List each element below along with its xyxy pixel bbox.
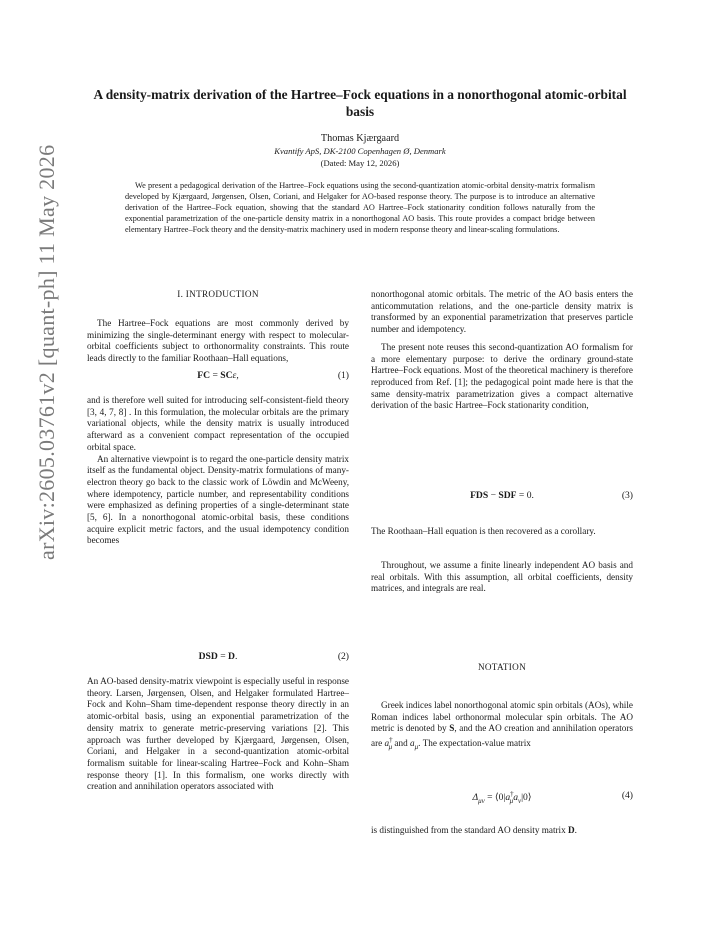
paragraph-text: An AO-based density-matrix viewpoint is especially useful in response theory. Larsen, Jørgensen, Olsen, and Helgaker formulated Hartree–Fock and Kohn–Sham time-dependent response theory directly in an atomic-orbital basis, using an exponential parametrization of the density matrix to generate metric-preserving variations [2]. This approach was further developed by Kjærgaard, Jørgensen, Olsen, Coriani, and Helgaker in a second-quantization atomic-orbital formalism suitable for linear-scaling Hartree–Fock and Kohn–Sham response theory [1]. In this formalism, one works directly with creation and annihilation operators associated with (87, 676, 349, 792)
paragraph-text: is distinguished from the standard AO density matrix D. (371, 825, 577, 835)
equation-number: (4) (621, 790, 633, 801)
arxiv-identifier: arXiv:2605.03761v2 [quant-ph] 11 May 2026 (34, 144, 59, 560)
intro-paragraph-7 (371, 526, 633, 538)
section-heading-introduction: I. INTRODUCTION (177, 289, 259, 299)
intro-paragraphs-5-6 (371, 289, 633, 412)
paragraph-text: Greek indices label nonorthogonal atomic spin orbitals (AOs), while Roman indices label orthonormal molecular spin orbitals. The AO metric is denoted by S, and the AO creation and annihilation operators are $a^\dagger_\mu$ and $a_\mu$. The expectation-value matrix (371, 700, 633, 751)
date-line: (Dated: May 12, 2026) (320, 158, 400, 168)
equation-body: DSD = D. (198, 651, 238, 662)
equation-number: (1) (337, 370, 349, 381)
paragraph-text: nonorthogonal atomic orbitals. The metric of the AO basis enters the anticommutation relations, and the one-particle density matrix is transformed by an exponential parametrization that preserves particle number and idempotency. (371, 289, 633, 335)
paragraph-text: The Roothaan–Hall equation is then recovered as a corollary. (371, 526, 596, 536)
intro-paragraphs-2-3 (87, 395, 349, 547)
abstract: We present a pedagogical derivation of the Hartree–Fock equations using the second-quantization atomic-orbital density-matrix formalism developed by Kjærgaard, Jørgensen, Olsen, Coriani, and Helgaker for AO-based response theory. The purpose is to introduce an alternative derivation of the Hartree–Fock equation, showing that the standard AO Hartree–Fock stationarity condition follows naturally from the exponential parametrization of the one-particle density matrix in a nonorthogonal AO basis. This route provides a compact bridge between elementary Hartree–Fock theory and the density-matrix machinery used in modern response theory and linear-scaling formulations. (125, 181, 595, 235)
paragraph-text: Throughout, we assume a finite linearly independent AO basis and real orbitals. With this assumption, all orbital coefficients, density matrices, and integrals are real. (371, 560, 633, 594)
intro-paragraph-1 (87, 318, 349, 365)
author-name: Thomas Kjærgaard (320, 133, 400, 144)
paragraph-text: The present note reuses this second-quantization AO formalism for a more elementary purpose: to derive the ordinary ground-state Hartree–Fock equations. Most of the theoretical machinery is therefore reproduced from Ref. [1]; the pedagogical point made here is that the same density-matrix parametrization gives a compact alternative derivation of the basic Hartree–Fock stationarity condition, (371, 341, 633, 411)
paper-title: A density-matrix derivation of the Hartree–Fock equations in a nonorthogonal atomic-orbital basis (93, 87, 627, 119)
paragraph-text: and is therefore well suited for introducing self-consistent-field theory [3, 4, 7, 8] . In this formulation, the molecular orbitals are the primary variational objects, while the density matrix is usually introduced afterward as a convenient compact representation of the occupied orbital space. (87, 395, 349, 452)
intro-paragraph-4 (87, 676, 349, 793)
equation-body: FC = SCε, (197, 370, 239, 381)
notation-paragraph-2 (371, 825, 633, 837)
equation-number: (3) (621, 490, 633, 501)
intro-paragraph-8 (371, 560, 633, 595)
notation-paragraph-1 (371, 700, 633, 754)
section-heading-notation: NOTATION (477, 662, 527, 672)
paragraph-text: The Hartree–Fock equations are most commonly derived by minimizing the single-determinant energy with respect to molecular-orbital coefficients subject to orthonormality constraints. This route leads directly to the familiar Roothaan–Hall equations, (87, 318, 349, 364)
paragraph-text: An alternative viewpoint is to regard the one-particle density matrix itself as the fundamental object. Density-matrix formulations of many-electron theory go back to the classic work of Löwdin and McWeeny, where idempotency, particle number, and representability conditions were emphasized as defining properties of a single-determinant state [5, 6]. In a nonorthogonal atomic-orbital basis, these conditions acquire explicit metric factors, and the usual idempotency condition becomes (87, 453, 349, 546)
equation-number: (2) (337, 651, 349, 662)
equation-body: $\Delta_{\mu\nu}$ = $⟨0|a^\dagger_\mu a_\nu|0⟩$ (472, 790, 532, 806)
author-affiliation: Kvantify ApS, DK-2100 Copenhagen Ø, Denmark (274, 146, 446, 156)
equation-body: FDS − SDF = 0. (470, 490, 534, 501)
